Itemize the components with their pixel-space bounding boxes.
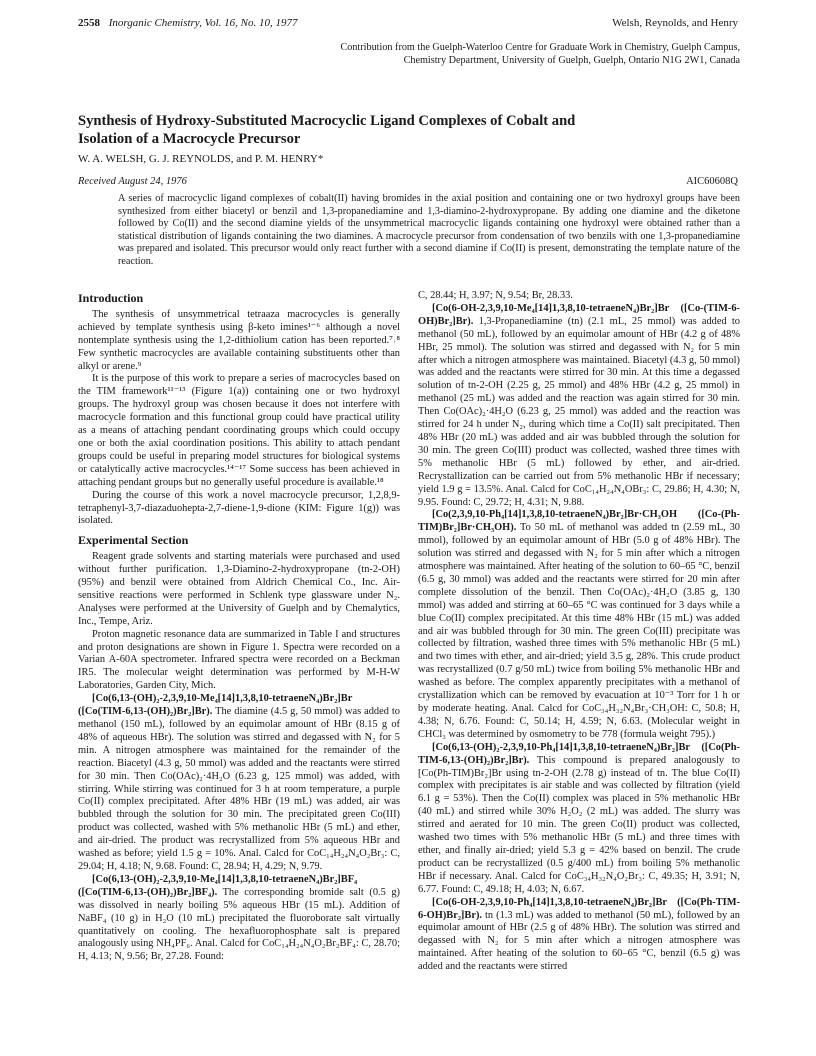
compound-paragraph bbox=[78, 693, 400, 874]
compound-paragraph bbox=[418, 509, 740, 741]
paragraph: Proton magnetic resonance data are summarized in Table I and structures and proton designations are shown in Figure 1. Spectra were recorded on a Varian A-60A spectrometer. Infrared spectra were recorded on a Beckman IR5. The molecular weight determination was performed by M-H-W Laboratories, Garden City, Mich. bbox=[78, 628, 400, 692]
compound-procedure: tn (1.3 mL) was added to methanol (50 mL), followed by an equimolar amount of HBr (2.5 g of 48% HBr). The solution was stirred and degassed with N₂ for 5 min after which a nitrogen atmosphere was maintained. After heating of the solution to 60–65 °C, benzil (6.5 g) was added and the reactants were stirred bbox=[418, 909, 740, 973]
page-header bbox=[78, 17, 738, 31]
compound-procedure: The corresponding bromide salt (0.5 g) was dissolved in nearly boiling 5% aqueous HBr (15 mL). Addition of NaBF₄ (10 g) in H₂O (10 mL) precipitated the fluoroborate salt virtually quantitatively on cooling. The hexafluorophosphate salt is prepared analogously using NH₄PF₆. Anal. Calcd for CoC₁₄H₂₄N₄O₂Br₂BF₄: C, 28.70; H, 4.13; N, 9.56; Br, 27.28. Found: bbox=[78, 886, 400, 963]
title-line: Isolation of a Macrocycle Precursor bbox=[78, 131, 301, 147]
paragraph: Reagent grade solvents and starting materials were purchased and used without further purification. 1,3-Diamino-2-hydroxypropane (tn-2-OH) (95%) and benzil were obtained from Aldrich Chemical Co., Inc. Air-sensitive reactions were performed in Schlenk type glassware under N₂. Analyses were performed at the University of Guelph and by Chemalytics, Inc., Tempe, Ariz. bbox=[78, 551, 400, 627]
compound-procedure: This compound is prepared analogously to [Co(Ph-TIM)Br₂]Br using tn-2-OH (2.78 g) instead of tn. The blue Co(II) complex with precipitates is air stable and was collected by filtration (yield 6.1 g = 53%). Then the Co(II) complex was placed in 5% methanolic HBr (40 mL) and stirred while 30% H₂O₂ (2 mL) was added. The slurry was stirred and aerated for 10 min. The green Co(II) product was collected, washed two times with 5% methanolic HBr (5 mL) and three times with ether, and finally air-dried; yield 5.3 g = 42% based on benzil. The crude product can be recrystallized (0.5 g/400 mL) from boiling 5% methanolic HBr if necessary. Anal. Calcd for CoC₃₄H₃₂N₄O₂Br₃: C, 49.35; H, 3.91; N, 6.77. Found: C, 49.18; H, 4.03; N, 6.67. bbox=[418, 754, 740, 895]
compound-paragraph bbox=[418, 742, 740, 897]
received-date: Received August 24, 1976 bbox=[78, 176, 187, 187]
compound-name: [Co(6-OH-2,3,9,10-Me₄[14]1,3,8,10-tetraeneN₄)Br₂]Br ([Co-(TIM-6-OH)Br₂]Br). bbox=[418, 302, 740, 327]
compound-procedure: 1,3-Propanediamine (tn) (2.1 mL, 25 mmol) was added to methanol (50 mL), followed by an equimolar amount of HBr (4.2 g of 48% HBr, 25 mmol). The solution was stirred and degassed with N₂ for 5 min after which a nitrogen atmosphere was maintained. Biacetyl (4.3 g, 50 mmol) was added and the reactants were stirred for 30 min. At this time a degassed solution of tn-2-OH (2.25 g, 25 mmol) and 48% HBr (4.2 g, 25 mmol) in methanol (25 mL) was added and the reaction was again stirred for 30 min. Then Co(OAc)₂·4H₂O (6.23 g, 25 mmol) was added and the reaction was stirred for 24 h under N₂, during which time a Co(II) salt precipitated. Then 48% HBr (20 mL) was added and air was bubbled through the solution for 30 min. The green Co(III) product was collected, washed three times with 5% methanolic HBr (5 mL) followed by ether, and air-dried. Recrystallization can be carried out from 5% methanolic HBr if necessary; yield 1.9 g = 13.5%. Anal. Calcd for CoC₁₄H₂₄N₄OBr₃: C, 29.86; H, 4.30; N, 9.95. Found: C, 29.72; H, 4.31; N, 9.88. bbox=[418, 315, 741, 508]
affiliation-line: Contribution from the Guelph-Waterloo Centre for Graduate Work in Chemistry, Guelph Campus, bbox=[340, 42, 740, 53]
page-number: 2558 bbox=[78, 17, 100, 29]
paragraph: The synthesis of unsymmetrical tetraaza macrocycles is generally achieved by template synthesis using β-keto imines¹⁻⁶ although a novel nontemplate synthesis using the 1,2-dithiolium cation has been reported.⁷˒⁸ Few synthetic macrocycles are available containing substituents other than alkyl or arene.⁹ bbox=[78, 308, 400, 372]
right-column bbox=[418, 290, 740, 974]
left-column bbox=[78, 290, 400, 964]
compound-name: [Co(2,3,9,10-Ph₄[14]1,3,8,10-tetraeneN₄)Br₂]Br·CH₃OH ([Co-(Ph-TIM)Br₂]Br·CH₃OH). bbox=[418, 509, 740, 534]
experimental-heading: Experimental Section bbox=[78, 533, 189, 548]
compound-procedure: The diamine (4.5 g, 50 mmol) was added to methanol (150 mL), followed by an equimolar amount of HBr (8.15 g of 48% of aqueous HBr). The solution was stirred and degassed with N₂ for 5 min. A nitrogen atmosphere was maintained for the remainder of the reaction. Biacetyl (4.3 g, 50 mmol) was added and the reactants were stirred for 30 min. Then Co(OAc)₂·4H₂O (6.23 g, 125 mmol) was added, with stirring. While stirring was continued for 3 h at room temperature, a purple Co(II) complex precipitated. After 48% HBr (19 mL) was added, air was bubbled through the solution for 30 min. The precipitated green Co(III) product was collected, washed with 5% methanolic HBr (5 mL) and ether, and air-dried. The product was recrystallized from 5% aqueous HBr and washed as before; yield 1.5 g = 10%. Anal. Calcd for CoC₁₄H₂₄N₄O₂Br₃: C, 29.04; H, 4.18; N, 9.68. Found: C, 28.94; H, 4.29; N, 9.79. bbox=[78, 706, 400, 872]
abstract: A series of macrocyclic ligand complexes of cobalt(II) having bromides in the axial position and containing one or two hydroxyl groups have been synthesized from either biacetyl or benzil and 1,3-propanediamine and 1,3-diamino-2-hydroxypropane. By adding one diamine and the diketone followed by Co(II) and the second diamine yields of the unsymmetrical macrocyclic ligands containing one hydroxyl were obtained rather than a statistical distribution of ligands containing the two diamines. A macrocycle precursor from condensation of two benzils with one 1,3-propanediamine was prepared and isolated. This precursor would only react further with a second diamine if Co(II) is present, demonstrating the template nature of the reaction. bbox=[118, 193, 740, 267]
affiliation bbox=[240, 41, 740, 67]
paragraph: It is the purpose of this work to prepare a series of macrocycles based on the TIM framework¹¹⁻¹³ (Figure 1(a)) containing one or two hydroxyl groups. The hydroxyl group was chosen because it does not interfere with macrocycle formation and this functional group could have practical utility as a means of attaching pendant coordinating groups which could occupy one or both the axial coordination positions. This ability to attach pendant groups could be useful in preparing model structures for biological systems or catalytically active macrocycles.¹⁴⁻¹⁷ Some success has been achieved in attaching pendant groups but no generally useful procedure is available.¹⁸ bbox=[78, 373, 400, 488]
compound-paragraph bbox=[418, 897, 740, 974]
compound-paragraph bbox=[418, 303, 740, 510]
paragraph: During the course of this work a novel macrocycle precursor, 1,2,8,9-tetraphenyl-3,7-diazaduohepta-2,7-diene-1,9-dione (KIM: Figure 1(g)) was isolated. bbox=[78, 489, 400, 527]
affiliation-line: Chemistry Department, University of Guelph, Guelph, Ontario N1G 2W1, Canada bbox=[403, 55, 740, 66]
compound-name: [Co(6-OH-2,3,9,10-Ph₄[14]1,3,8,10-tetraeneN₄)Br₂]Br ([Co(Ph-TIM-6-OH)Br₂]Br). bbox=[418, 896, 740, 921]
running-authors: Welsh, Reynolds, and Henry bbox=[612, 17, 738, 29]
paragraph: C, 28.44; H, 3.97; N, 9.54; Br, 28.33. bbox=[418, 290, 573, 301]
author-list: W. A. WELSH, G. J. REYNOLDS, and P. M. HENRY* bbox=[78, 153, 324, 165]
article-code: AIC60608Q bbox=[686, 176, 738, 187]
compound-name: [Co(6,13-(OH)₂-2,3,9,10-Me₄[14]1,3,8,10-tetraeneN₄)Br₂]Br ([Co(TIM-6,13-(OH)₂)Br₂]Br). bbox=[78, 693, 353, 718]
compound-name: [Co(6,13-(OH)₂-2,3,9,10-Me₄[14]1,3,8,10-tetraeneN₄)Br₂]BF₄ ([Co(TIM-6,13-(OH)₂)Br₂]BF₄). bbox=[78, 873, 358, 898]
introduction-heading: Introduction bbox=[78, 291, 144, 305]
compound-procedure: To 50 mL of methanol was added tn (2.59 mL, 30 mmol), followed by an equimolar amount of HBr (5.0 g of 48% HBr). The solution was stirred and degassed with N₂ for 5 min after which a nitrogen atmosphere was maintained. After heating of the solution to 60–65 °C, benzil (6.5 g, 30 mmol) was added and the reactants were stirred for 20 min after complete dissolution of the benzil. Then Co(OAc)₂·4H₂O (3.85 g, 130 mmol) was added and stirring at 60–65 °C was continued for 3 days while a blue Co(II) complex precipitated. At this time 48% HBr (15 mL) was added and air was bubbled through for 30 min. The green Co(III) precipitate was collected by filtration, washed three times with 5% methanolic HBr (5 mL) and two times with ether, and air-dried; yield 3.5 g, 28%. This crude product was recrystallized (0.7 g/50 mL) twice from boiling 5% methanolic HBr and washed as before. The complex apparently precipitates with a methanol of crystallization which can be removed by evacuation at 10⁻³ Torr for 1 h or by moderate heating. Anal. Calcd for CoC₃₄H₃₂N₄Br₃·CH₃OH: C, 50.8; H, 4.38; N, 6.76. Found: C, 50.14; H, 4.59; N, 6.63. (Molecular weight in CHCl₃ was determined by osmometry to be 778 (formula weight 795).) bbox=[418, 522, 740, 740]
journal-citation: Inorganic Chemistry, Vol. 16, No. 10, 1977 bbox=[108, 17, 298, 29]
compound-name: [Co(6,13-(OH)₂-2,3,9,10-Ph₄[14]1,3,8,10-tetraeneN₄)Br₂]Br ([Co(Ph-TIM-6,13-(OH)₂)Br₂]Br). bbox=[418, 741, 740, 766]
title-line: Synthesis of Hydroxy-Substituted Macrocyclic Ligand Complexes of Cobalt and bbox=[78, 113, 576, 129]
compound-paragraph bbox=[78, 874, 400, 964]
article-title bbox=[78, 112, 678, 148]
